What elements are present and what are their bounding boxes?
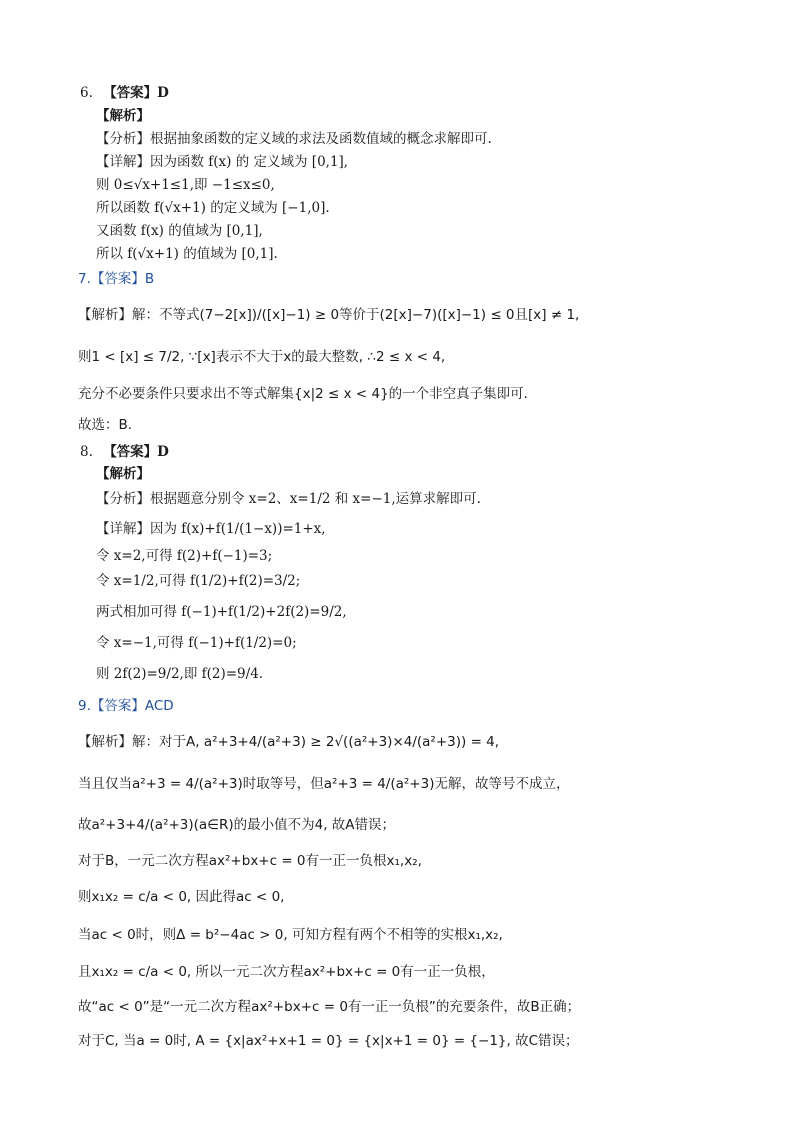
q8-line3: 令 x=1/2,可得 f(1/2)+f(2)=3/2; (96, 573, 301, 589)
q9-line8: 故“ac < 0”是“一元二次方程ax²+bx+c = 0有一正一负根”的充要条件，故B正确； (78, 999, 581, 1015)
q7-line3: 充分不必要条件只要求出不等式解集{x|2 ≤ x < 4}的一个非空真子集即可． (78, 386, 538, 402)
q9-line1: 【解析】解：对于A, a²+3+4/(a²+3) ≥ 2√((a²+3)×4/(a²+3)) = 4, (78, 734, 500, 750)
q6-fenxi: 【分析】根据抽象函数的定义域的求法及函数值域的概念求解即可. (96, 131, 492, 147)
q9-line5: 则x₁x₂ = c/a < 0, 因此得ac < 0, (78, 889, 285, 905)
q6-answer: 【答案】D (103, 85, 169, 101)
q7-head (78, 270, 154, 288)
q9-line2: 当且仅当a²+3 = 4/(a²+3)时取等号，但a²+3 = 4/(a²+3)无解，故等号不成立， (78, 776, 570, 792)
q8-answer-line (80, 443, 169, 461)
q7-line4: 故选：B． (78, 417, 142, 433)
q8-line4: 两式相加可得 f(−1)+f(1/2)+2f(2)=9/2, (96, 604, 347, 620)
q7-line2: 则1 < [x] ≤ 7/2, ∵[x]表示不大于x的最大整数, ∴2 ≤ x < 4, (78, 349, 446, 365)
q8-line2: 令 x=2,可得 f(2)+f(−1)=3; (96, 548, 273, 564)
q9-head (78, 697, 174, 715)
q6-line5: 所以 f(√x+1) 的值域为 [0,1]. (96, 246, 278, 262)
q8-answer: 【答案】D (103, 444, 169, 460)
q9-line9: 对于C, 当a = 0时, A = {x|ax²+x+1 = 0} = {x|x+1 = 0} = {−1}, 故C错误； (78, 1033, 579, 1049)
q7-answer: 7.【答案】B (78, 271, 155, 287)
q6-jiexi: 【解析】 (96, 108, 150, 124)
q6-line2: 则 0≤√x+1≤1,即 −1≤x≤0, (96, 177, 275, 193)
q9-answer: 9.【答案】ACD (78, 698, 174, 714)
q9-line6: 当ac < 0时，则Δ = b²−4ac > 0, 可知方程有两个不相等的实根x₁,x₂, (78, 927, 503, 943)
q8-fenxi: 【分析】根据题意分别令 x=2、x=1/2 和 x=−1,运算求解即可. (96, 491, 481, 507)
q6-line1: 【详解】因为函数 f(x) 的 定义域为 [0,1], (96, 154, 349, 170)
q8-number: 8. (80, 444, 93, 460)
q8-line1: 【详解】因为 f(x)+f(1/(1−x))=1+x, (96, 521, 326, 537)
q8-line5: 令 x=−1,可得 f(−1)+f(1/2)=0; (96, 635, 297, 651)
q7-line1: 【解析】解：不等式(7−2[x])/([x]−1) ≥ 0等价于(2[x]−7)([x]−1) ≤ 0且[x] ≠ 1, (78, 307, 580, 323)
q8-jiexi: 【解析】 (96, 466, 150, 482)
q9-line7: 且x₁x₂ = c/a < 0, 所以一元二次方程ax²+bx+c = 0有一正一负根， (78, 964, 495, 980)
q6-answer-line (80, 84, 169, 102)
q6-line3: 所以函数 f(√x+1) 的定义域为 [−1,0]. (96, 200, 330, 216)
q6-line4: 又函数 f(x) 的值域为 [0,1], (96, 223, 263, 239)
q6-number: 6. (80, 85, 93, 101)
q9-line4: 对于B，一元二次方程ax²+bx+c = 0有一正一负根x₁,x₂, (78, 853, 422, 869)
q8-line6: 则 2f(2)=9/2,即 f(2)=9/4. (96, 666, 264, 682)
q9-line3: 故a²+3+4/(a²+3)(a∈R)的最小值不为4, 故A错误； (78, 817, 396, 833)
